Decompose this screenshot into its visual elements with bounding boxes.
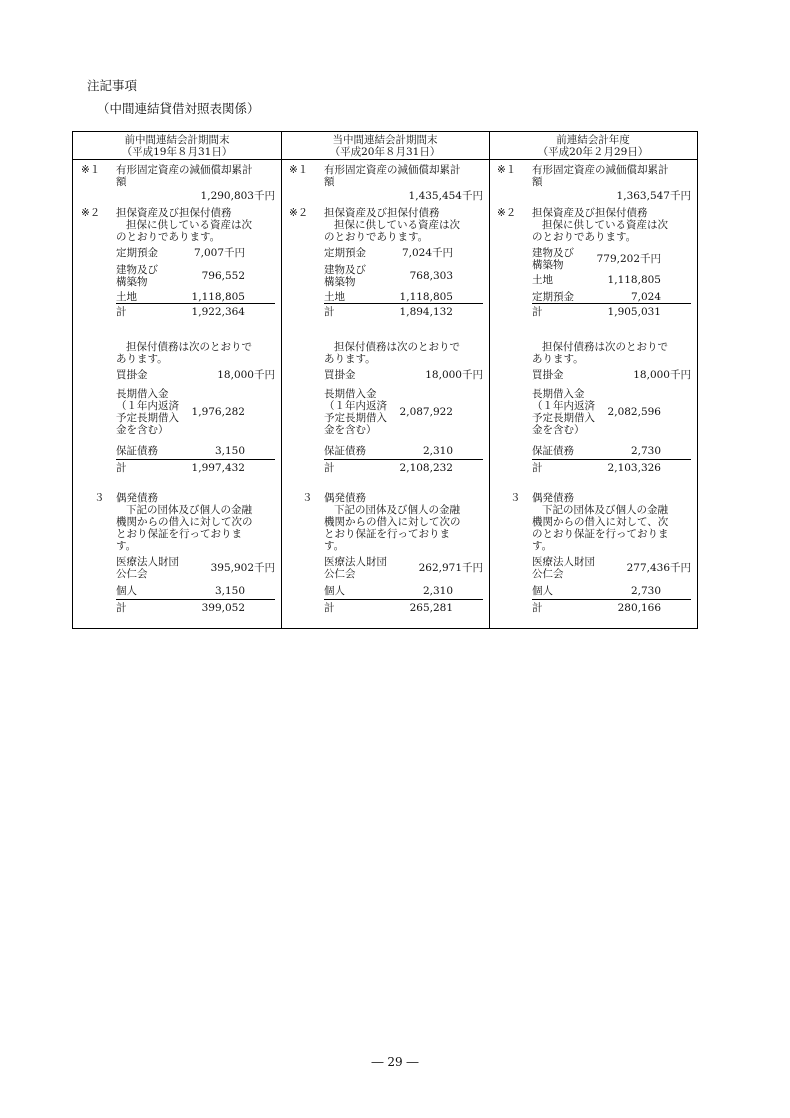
debt-value: 2,082,596 bbox=[607, 406, 661, 418]
total-label: 計 bbox=[116, 306, 127, 318]
column-3 bbox=[489, 132, 697, 628]
column-header: 前連結会計年度 bbox=[556, 134, 630, 146]
guarantee-label: 医療法人財団 bbox=[532, 556, 595, 568]
guarantee-label: 公仁会 bbox=[532, 568, 564, 580]
total-value: 1,894,132 bbox=[399, 306, 453, 318]
underline bbox=[324, 459, 483, 460]
asset-label: 定期預金 bbox=[532, 291, 574, 303]
debt-label: 長期借入金 bbox=[532, 388, 585, 400]
note-text: とおり保証を行っておりま bbox=[324, 528, 450, 540]
note-text: 額 bbox=[324, 176, 335, 188]
guarantee-label: 個人 bbox=[532, 585, 553, 597]
total-value: 2,103,326 bbox=[607, 462, 661, 474]
debt-label: 保証債務 bbox=[532, 445, 574, 457]
guarantee-label: 公仁会 bbox=[324, 568, 356, 580]
note-text: とおり保証を行っておりま bbox=[116, 528, 242, 540]
debt-value: 18,000千円 bbox=[425, 369, 483, 381]
column-header-date: （平成20年２月29日） bbox=[537, 146, 649, 158]
note-text: 機関からの借入に対して、次 bbox=[532, 516, 669, 528]
note-text: 有形固定資産の減価償却累計 bbox=[116, 164, 253, 176]
note-text: 担保付債務は次のとおりで bbox=[542, 341, 668, 353]
debt-label: （１年内返済 bbox=[324, 400, 387, 412]
subsection-title: （中間連結貸借対照表関係） bbox=[97, 101, 260, 116]
total-label: 計 bbox=[532, 602, 543, 614]
asset-value: 1,118,805 bbox=[191, 291, 245, 303]
note-title: 偶発債務 bbox=[532, 492, 574, 504]
asset-value: 768,303 bbox=[409, 270, 453, 282]
asset-label: 定期預金 bbox=[116, 247, 158, 259]
underline bbox=[532, 303, 691, 304]
column-header-date: （平成19年８月31日） bbox=[121, 146, 233, 158]
guarantee-value: 3,150 bbox=[214, 585, 245, 597]
amount: 1,435,454千円 bbox=[408, 190, 483, 202]
debt-label: 予定長期借入 bbox=[116, 412, 179, 424]
guarantee-label: 医療法人財団 bbox=[116, 556, 179, 568]
note-text: あります。 bbox=[532, 353, 584, 365]
total-label: 計 bbox=[116, 602, 127, 614]
debt-label: （１年内返済 bbox=[116, 400, 179, 412]
asset-value: 796,552 bbox=[201, 270, 245, 282]
note-title: 担保資産及び担保付債務 bbox=[324, 207, 440, 219]
note-mark: ※２ bbox=[497, 207, 517, 219]
guarantee-value: 2,730 bbox=[630, 585, 661, 597]
asset-value: 1,118,805 bbox=[607, 274, 661, 286]
asset-value: 1,118,805 bbox=[399, 291, 453, 303]
amount: 1,363,547千円 bbox=[616, 190, 691, 202]
asset-label: 建物及び 構築物 bbox=[532, 247, 574, 271]
debt-value: 2,730 bbox=[630, 445, 661, 457]
underline bbox=[324, 303, 483, 304]
debt-value: 1,976,282 bbox=[191, 406, 245, 418]
debt-label: 予定長期借入 bbox=[532, 412, 595, 424]
debt-label: 予定長期借入 bbox=[324, 412, 387, 424]
asset-label: 建物及び 構築物 bbox=[116, 264, 158, 288]
note-text: あります。 bbox=[116, 353, 168, 365]
note-text: 担保に供している資産は次 bbox=[334, 219, 460, 231]
asset-value: 7,007千円 bbox=[193, 247, 245, 259]
total-label: 計 bbox=[324, 602, 335, 614]
note-text: 下記の団体及び個人の金融 bbox=[542, 504, 668, 516]
amount: 1,290,803千円 bbox=[200, 190, 275, 202]
debt-value: 18,000千円 bbox=[217, 369, 275, 381]
note-mark: ※１ bbox=[81, 164, 101, 176]
total-value: 265,281 bbox=[409, 602, 453, 614]
total-value: 1,922,364 bbox=[191, 306, 245, 318]
debt-value: 2,087,922 bbox=[399, 406, 453, 418]
notes-table bbox=[72, 131, 698, 629]
total-label: 計 bbox=[532, 306, 543, 318]
guarantee-value: 277,436千円 bbox=[626, 562, 691, 574]
guarantee-label: 個人 bbox=[324, 585, 345, 597]
note-text: あります。 bbox=[324, 353, 376, 365]
note-text: のとおり保証を行っておりま bbox=[532, 528, 669, 540]
column-1 bbox=[73, 132, 281, 628]
debt-label: 買掛金 bbox=[532, 369, 564, 381]
note-text: 下記の団体及び個人の金融 bbox=[126, 504, 252, 516]
asset-label: 土地 bbox=[324, 291, 345, 303]
guarantee-label: 個人 bbox=[116, 585, 137, 597]
debt-value: 18,000千円 bbox=[633, 369, 691, 381]
total-value: 280,166 bbox=[617, 602, 661, 614]
underline bbox=[116, 599, 275, 600]
asset-value: 7,024 bbox=[630, 291, 661, 303]
underline bbox=[532, 459, 691, 460]
note-text: す。 bbox=[532, 540, 553, 552]
underline bbox=[532, 599, 691, 600]
note-text: のとおりであります。 bbox=[532, 231, 637, 243]
total-value: 1,997,432 bbox=[191, 462, 245, 474]
underline bbox=[116, 303, 275, 304]
debt-value: 3,150 bbox=[214, 445, 245, 457]
debt-label: 長期借入金 bbox=[116, 388, 169, 400]
note-mark: ３ bbox=[302, 492, 313, 504]
debt-label: 金を含む） bbox=[324, 424, 377, 436]
total-label: 計 bbox=[324, 462, 335, 474]
guarantee-label: 医療法人財団 bbox=[324, 556, 387, 568]
guarantee-label: 公仁会 bbox=[116, 568, 148, 580]
note-text: 担保付債務は次のとおりで bbox=[334, 341, 460, 353]
note-mark: ※１ bbox=[289, 164, 309, 176]
guarantee-value: 2,310 bbox=[422, 585, 453, 597]
column-header-date: （平成20年８月31日） bbox=[329, 146, 441, 158]
note-text: 担保に供している資産は次 bbox=[542, 219, 668, 231]
note-mark: ※２ bbox=[81, 207, 101, 219]
note-text: のとおりであります。 bbox=[116, 231, 221, 243]
guarantee-value: 395,902千円 bbox=[210, 562, 275, 574]
debt-label: 買掛金 bbox=[324, 369, 356, 381]
debt-label: 保証債務 bbox=[116, 445, 158, 457]
guarantee-value: 262,971千円 bbox=[418, 562, 483, 574]
column-header: 当中間連結会計期間末 bbox=[332, 134, 438, 146]
note-text: 担保付債務は次のとおりで bbox=[126, 341, 252, 353]
note-text: 額 bbox=[116, 176, 127, 188]
debt-label: 買掛金 bbox=[116, 369, 148, 381]
note-text: のとおりであります。 bbox=[324, 231, 429, 243]
note-mark: ３ bbox=[510, 492, 521, 504]
note-text: 有形固定資産の減価償却累計 bbox=[324, 164, 461, 176]
total-label: 計 bbox=[116, 462, 127, 474]
debt-label: 保証債務 bbox=[324, 445, 366, 457]
underline bbox=[116, 459, 275, 460]
total-label: 計 bbox=[532, 462, 543, 474]
total-value: 1,905,031 bbox=[607, 306, 661, 318]
debt-label: （１年内返済 bbox=[532, 400, 595, 412]
note-title: 担保資産及び担保付債務 bbox=[116, 207, 232, 219]
total-label: 計 bbox=[324, 306, 335, 318]
asset-label: 土地 bbox=[116, 291, 137, 303]
section-title: 注記事項 bbox=[87, 78, 138, 93]
note-text: 機関からの借入に対して次の bbox=[116, 516, 253, 528]
note-mark: ※１ bbox=[497, 164, 517, 176]
asset-label: 建物及び 構築物 bbox=[324, 264, 366, 288]
debt-label: 長期借入金 bbox=[324, 388, 377, 400]
asset-label: 定期預金 bbox=[324, 247, 366, 259]
asset-value: 7,024千円 bbox=[401, 247, 453, 259]
note-mark: ※２ bbox=[289, 207, 309, 219]
debt-label: 金を含む） bbox=[532, 424, 585, 436]
total-value: 2,108,232 bbox=[399, 462, 453, 474]
column-header: 前中間連結会計期間末 bbox=[124, 134, 230, 146]
debt-label: 金を含む） bbox=[116, 424, 169, 436]
note-text: 有形固定資産の減価償却累計 bbox=[532, 164, 669, 176]
column-2 bbox=[281, 132, 489, 628]
debt-value: 2,310 bbox=[422, 445, 453, 457]
asset-value: 779,202千円 bbox=[596, 253, 661, 265]
asset-label: 土地 bbox=[532, 274, 553, 286]
note-text: 担保に供している資産は次 bbox=[126, 219, 252, 231]
note-title: 偶発債務 bbox=[324, 492, 366, 504]
note-text: 機関からの借入に対して次の bbox=[324, 516, 461, 528]
note-mark: ３ bbox=[94, 492, 105, 504]
note-title: 偶発債務 bbox=[116, 492, 158, 504]
note-text: 額 bbox=[532, 176, 543, 188]
note-text: す。 bbox=[324, 540, 345, 552]
total-value: 399,052 bbox=[201, 602, 245, 614]
page-number: ― 29 ― bbox=[371, 1055, 419, 1069]
underline bbox=[324, 599, 483, 600]
note-title: 担保資産及び担保付債務 bbox=[532, 207, 648, 219]
note-text: す。 bbox=[116, 540, 137, 552]
note-text: 下記の団体及び個人の金融 bbox=[334, 504, 460, 516]
